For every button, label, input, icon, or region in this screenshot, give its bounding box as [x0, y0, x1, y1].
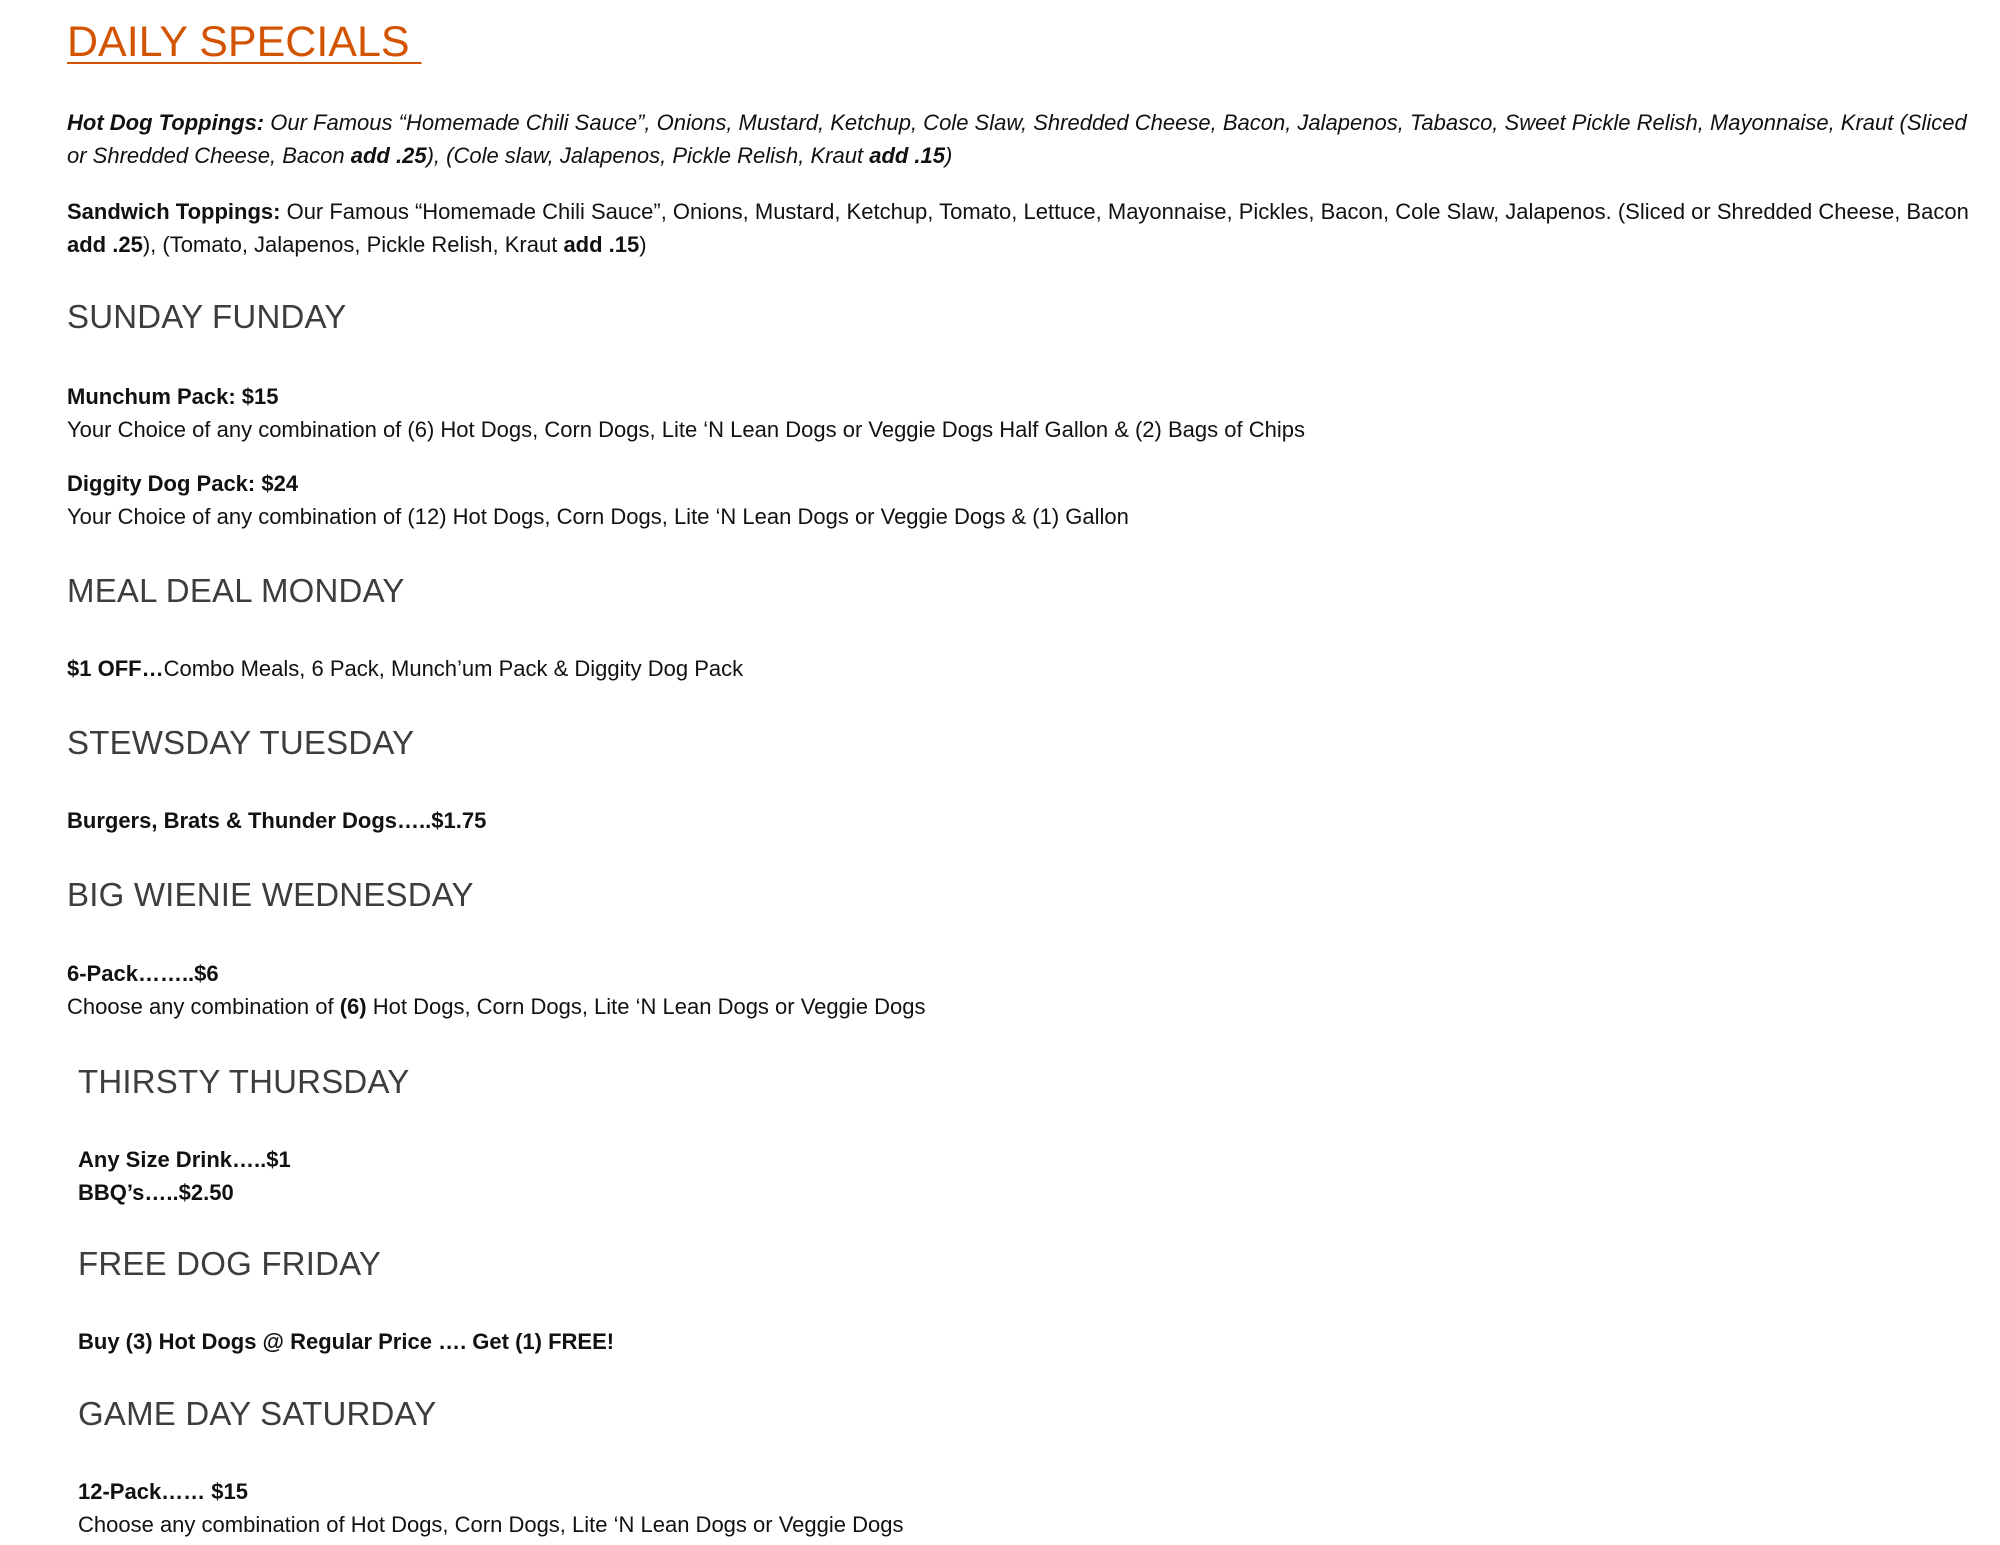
meal-deal-items: Combo Meals, 6 Pack, Munch’um Pack & Diggity Dog Pack: [163, 656, 744, 681]
heading-game-day-saturday: GAME DAY SATURDAY: [78, 1395, 437, 1432]
heading-stewsday-tuesday: STEWSDAY TUESDAY: [67, 724, 415, 761]
six-pack-title: 6-Pack……..$6: [67, 961, 219, 986]
heading-thirsty-thursday: THIRSTY THURSDAY: [78, 1063, 410, 1100]
sandwich-toppings-label: Sandwich Toppings:: [67, 199, 281, 224]
hot-dog-toppings-label: Hot Dog Toppings:: [67, 110, 265, 135]
munchum-pack-desc: Your Choice of any combination of (6) Hot Dogs, Corn Dogs, Lite ‘N Lean Dogs or Veggie Dogs Half Gallon & (2) Bags of Chips: [67, 417, 1305, 442]
hot-dog-toppings-text-3: ): [945, 143, 953, 168]
sandwich-toppings: [67, 195, 1987, 261]
meal-deal-monday-line: [67, 652, 743, 685]
sandwich-toppings-text-2: ), (Tomato, Jalapenos, Pickle Relish, Kraut: [142, 232, 564, 257]
hot-dog-toppings-text: Our Famous “Homemade Chili Sauce”, Onions, Mustard, Ketchup, Cole Slaw, Shredded Cheese, Bacon, Jalapenos, Tabasco, Sweet Pickle Relish, Mayonnaise, Kraut (Sliced or Shredded Cheese, Bacon: [67, 110, 1967, 168]
heading-free-dog-friday: FREE DOG FRIDAY: [78, 1245, 382, 1282]
heading-big-wienie-wednesday: BIG WIENIE WEDNESDAY: [67, 876, 474, 913]
munchum-pack-title: Munchum Pack: $15: [67, 384, 279, 409]
stewsday-tuesday-line: Burgers, Brats & Thunder Dogs…..$1.75: [67, 808, 487, 833]
free-dog-friday-line: Buy (3) Hot Dogs @ Regular Price …. Get (1) FREE!: [78, 1329, 615, 1354]
meal-deal-discount: $1 OFF…: [67, 656, 164, 681]
sandwich-toppings-add-15: add .15: [563, 232, 640, 257]
diggity-dog-pack-title: Diggity Dog Pack: $24: [67, 471, 299, 496]
hot-dog-toppings-text-2: ), (Cole slaw, Jalapenos, Pickle Relish, Kraut: [426, 143, 870, 168]
twelve-pack-title: 12-Pack…… $15: [78, 1479, 248, 1504]
bbq-line: BBQ’s…..$2.50: [78, 1180, 234, 1205]
six-pack-desc-post: Hot Dogs, Corn Dogs, Lite ‘N Lean Dogs or Veggie Dogs: [366, 994, 926, 1019]
heading-meal-deal-monday: MEAL DEAL MONDAY: [67, 572, 405, 609]
hot-dog-toppings-add-25: add .25: [350, 143, 427, 168]
any-size-drink-line: Any Size Drink…..$1: [78, 1147, 291, 1172]
hot-dog-toppings: [67, 106, 1987, 172]
heading-sunday-funday: SUNDAY FUNDAY: [67, 298, 347, 335]
sandwich-toppings-text-3: ): [639, 232, 647, 257]
sandwich-toppings-add-25: add .25: [67, 232, 143, 257]
six-pack-count: (6): [339, 994, 367, 1019]
six-pack-desc-pre: Choose any combination of: [67, 994, 340, 1019]
hot-dog-toppings-add-15: add .15: [869, 143, 946, 168]
page-title[interactable]: DAILY SPECIALS: [67, 18, 422, 66]
sandwich-toppings-text: Our Famous “Homemade Chili Sauce”, Onions, Mustard, Ketchup, Tomato, Lettuce, Mayonnaise, Pickles, Bacon, Cole Slaw, Jalapenos. (Sliced or Shredded Cheese, Bacon: [280, 199, 1969, 224]
twelve-pack-desc: Choose any combination of Hot Dogs, Corn Dogs, Lite ‘N Lean Dogs or Veggie Dogs: [78, 1512, 904, 1537]
diggity-dog-pack-desc: Your Choice of any combination of (12) Hot Dogs, Corn Dogs, Lite ‘N Lean Dogs or Veggie Dogs & (1) Gallon: [67, 504, 1129, 529]
six-pack-desc: [67, 990, 925, 1023]
